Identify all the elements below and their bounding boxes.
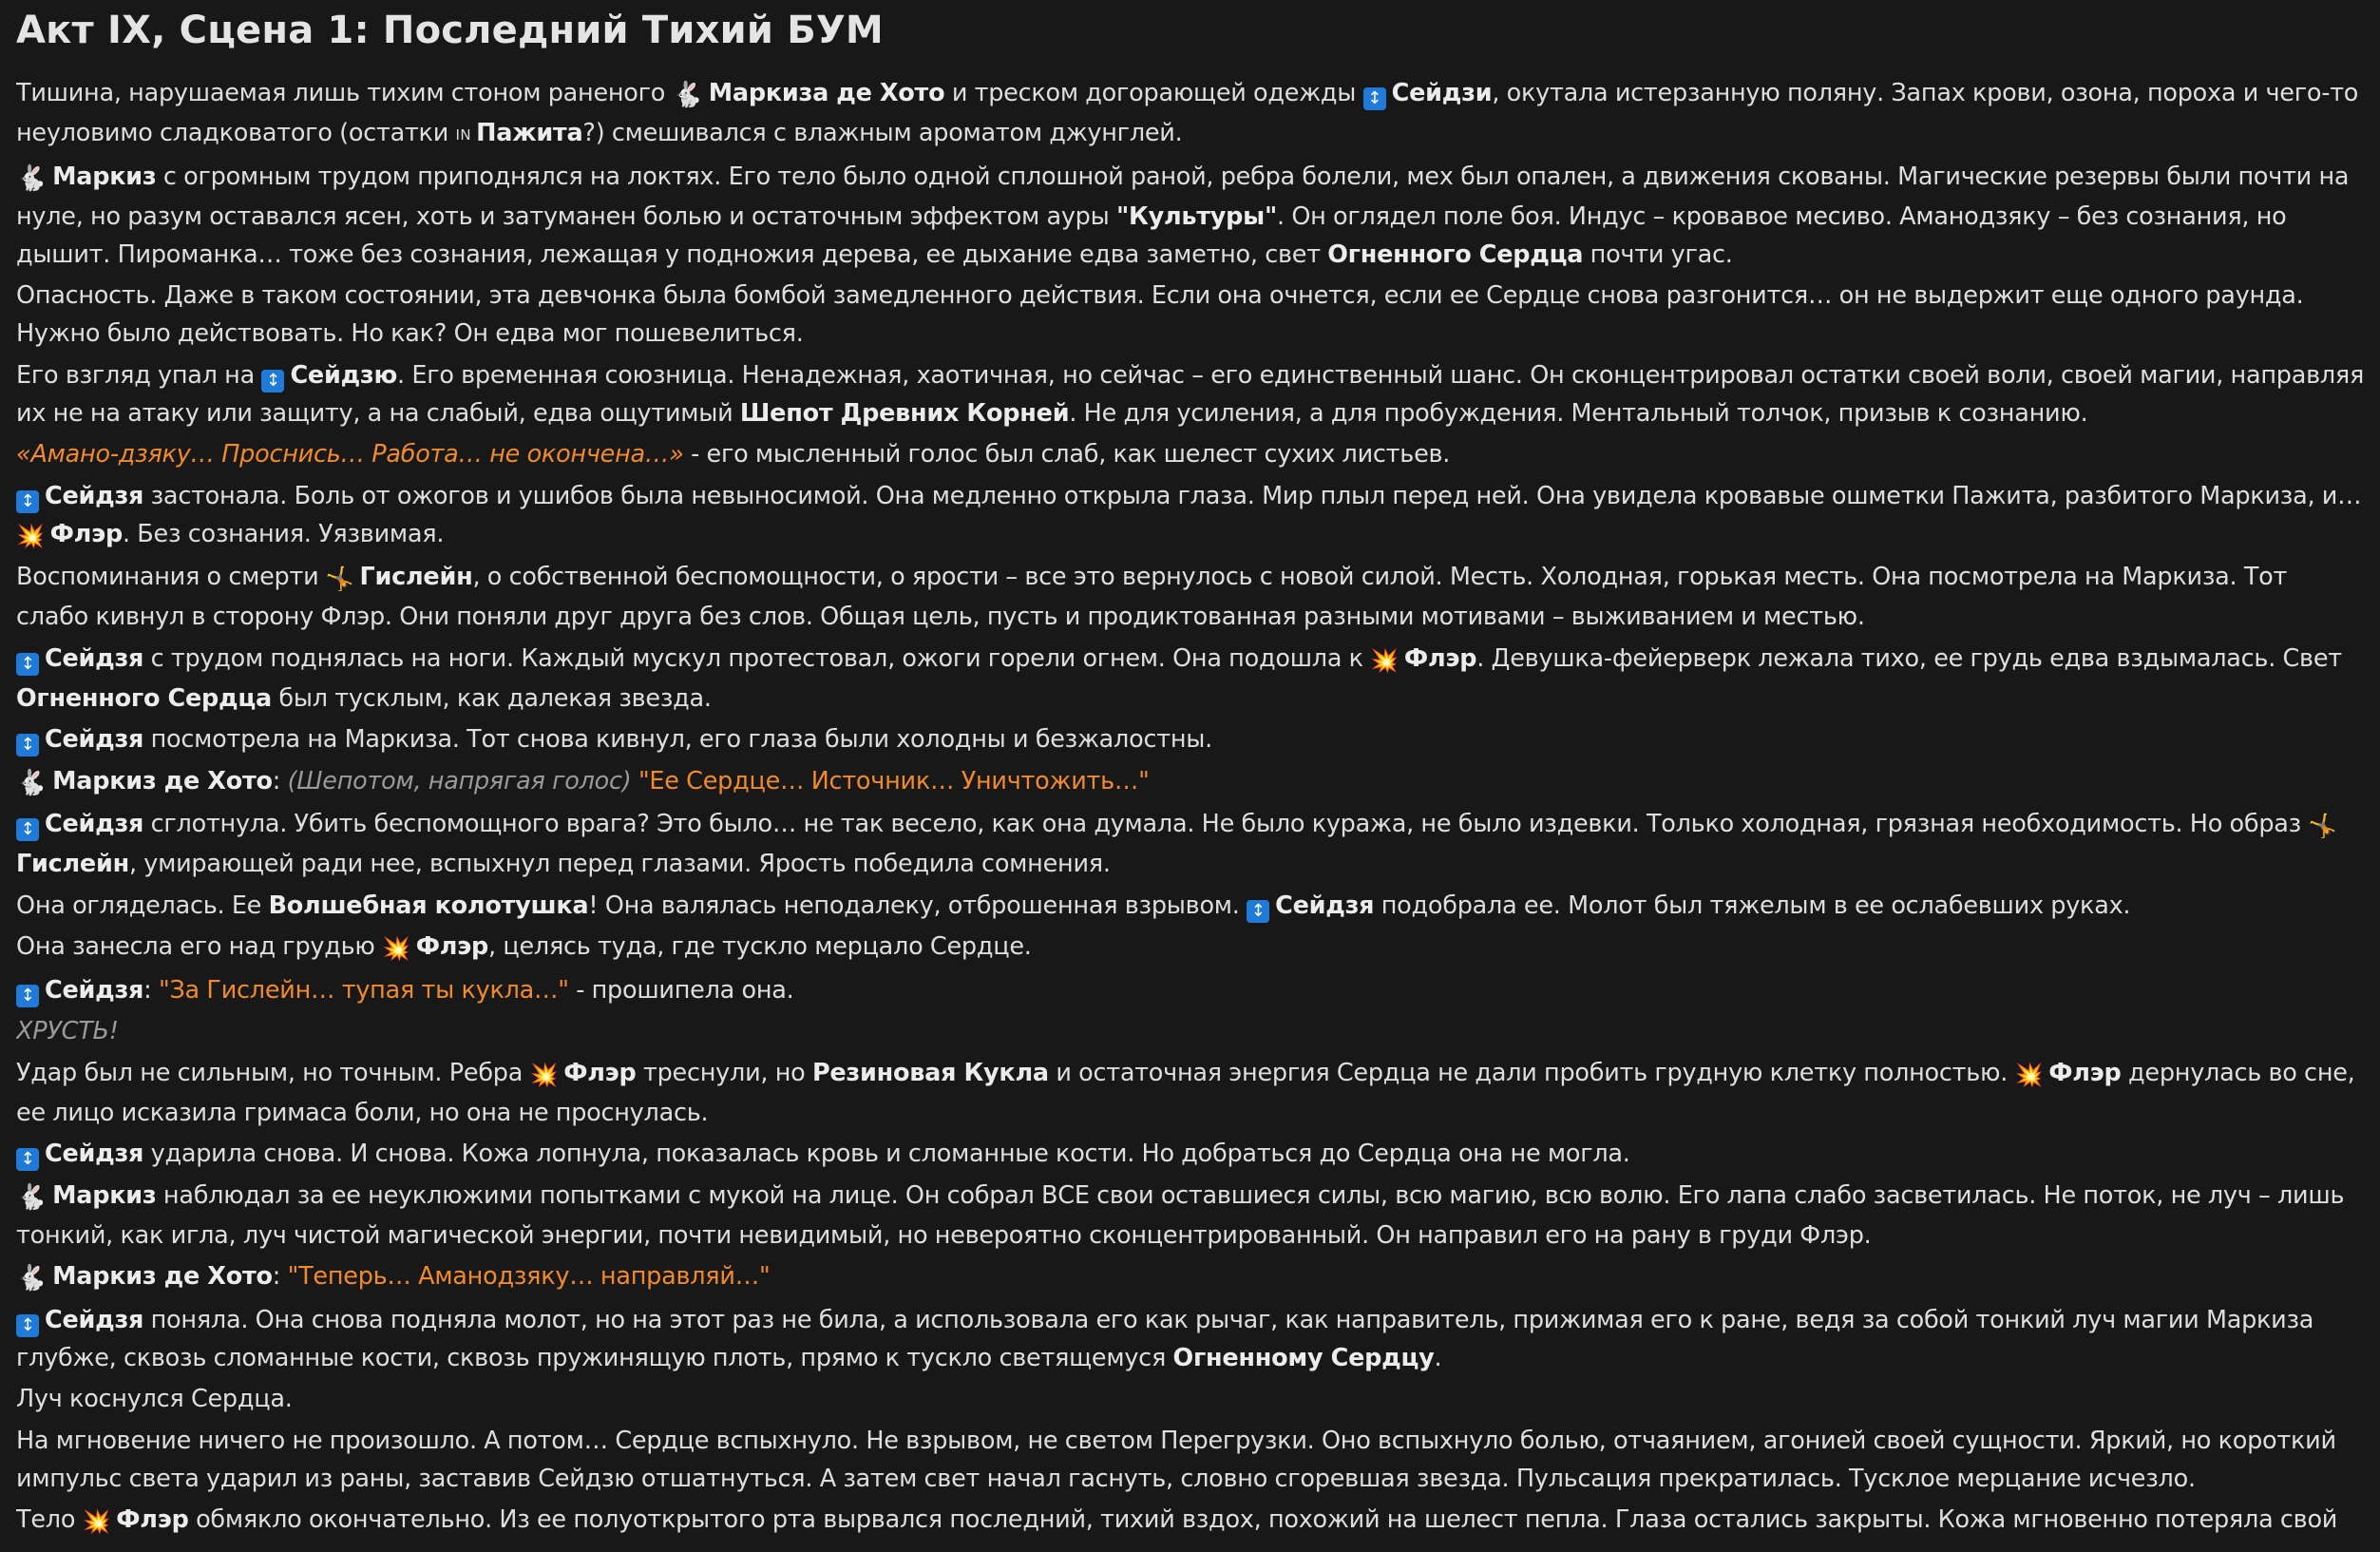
bold-term: Маркиз: [52, 1180, 157, 1210]
paragraph: [16, 1177, 2365, 1255]
text-run: Воспоминания о смерти: [16, 563, 326, 591]
bold-term: Огненного Сердца: [16, 683, 272, 713]
up-down-arrow-icon: ↕: [1247, 900, 1269, 923]
text-run: обмякло окончательно. Из ее полуоткрытого рта вырвался последний, тихий вздох, похожий на шелест пепла. Глаза остались закрыты. Кожа мгновенно потеряла свой: [188, 1505, 2338, 1534]
text-run: . Он оглядел поле боя. Индус – кровавое месиво. Аманодзяку – без сознания, но дышит. Пироманка… тоже без сознания, лежащая у подножия дерева, ее дыхание едва заметно, свет: [16, 201, 2287, 269]
paragraph: [16, 1501, 2365, 1541]
cartwheel-icon: 🤸: [325, 565, 354, 592]
text-run: [631, 767, 638, 795]
paragraph: [16, 435, 2365, 473]
rabbit-icon: 🐇: [16, 1182, 48, 1212]
text-run: и остаточная энергия Сердца не дали пробить грудную клетку полностью.: [1048, 1058, 2015, 1087]
text-run: - прошипела она.: [568, 975, 794, 1005]
bold-term: Флэр: [49, 519, 123, 548]
bold-term: Сейдзя: [45, 1305, 144, 1334]
paragraph: [16, 640, 2365, 718]
bold-term: Сейдзя: [1275, 891, 1375, 920]
text-run: . Без сознания. Уязвимая.: [122, 519, 445, 548]
quoted-speech: "За Гислейн… тупая ты кукла…": [158, 975, 569, 1005]
bold-term: Маркиз: [52, 162, 157, 191]
text-run: .: [1434, 1343, 1442, 1372]
text-run: и треском догорающей одежды: [944, 79, 1363, 107]
text-run: посмотрела на Маркиза. Тот снова кивнул, его глаза были холодны и безжалостны.: [143, 725, 1212, 754]
text-run: , о собственной беспомощности, о ярости – все это вернулось с новой силой. Месть. Холодная, горькая месть. Она посмотрела на Маркиза. Тот слабо кивнул в сторону Флэр. Они поняли друг друга без слов. Общая цель, пусть и продиктованная разными мотивами – выживанием и местью.: [16, 563, 2288, 631]
paragraph: [16, 887, 2365, 925]
paragraph: [16, 558, 2365, 636]
up-down-arrow-icon: ↕: [16, 1314, 39, 1337]
text-run: наблюдал за ее неуклюжими попытками с мукой на лице. Он собрал ВСЕ свои оставшиеся силы, всю магию, всю волю. Его лапа слабо засветилась. Не поток, не луч – лишь тонкий, как игла, луч чистой магической энергии, почти невидимый, но невероятно сконцентрированный. Он направил его на рану в груди Флэр.: [16, 1180, 2345, 1250]
text-run: . Его временная союзница. Ненадежная, хаотичная, но сейчас – его единственный шанс. Он сконцентрировал остатки своей воли, своей магии, направляя их не на атаку или защиту, а на слабый, едва ощутимый: [16, 360, 2365, 428]
paragraph: [16, 74, 2365, 154]
collision-icon: 💥: [1370, 646, 1399, 674]
paragraph: [16, 1257, 2365, 1297]
up-down-arrow-icon: ↕: [16, 734, 39, 757]
up-down-arrow-icon: ↕: [261, 370, 284, 393]
text-run: - его мысленный голос был слаб, как шелест сухих листьев.: [683, 440, 1451, 469]
paragraph: [16, 928, 2365, 968]
paragraph: [16, 277, 2365, 353]
bold-term: Сейдзя: [45, 810, 144, 838]
bold-term: Флэр: [1403, 643, 1477, 673]
bold-term: Маркиз де Хото: [52, 766, 273, 795]
collision-icon: 💥: [382, 935, 410, 962]
paragraph: [16, 1380, 2365, 1418]
bold-term: Сейдзя: [45, 725, 144, 754]
bold-term: Сейдзя: [45, 643, 144, 673]
bold-term: Пажита: [476, 119, 583, 147]
quoted-speech: "Ее Сердце… Источник… Уничтожить…": [638, 766, 1150, 795]
bold-term: Сейдзя: [45, 975, 144, 1005]
rabbit-icon: 🐇: [16, 1264, 48, 1293]
text-run: ?) смешивался с влажным ароматом джунглей.: [582, 119, 1183, 147]
bold-term: Флэр: [116, 1505, 189, 1534]
text-run: сглотнула. Убить беспомощного врага? Это было… не так весело, как она думала. Не было куража, не было издевки. Только холодная, грязная необходимость. Но образ: [143, 810, 2309, 838]
text-run: . Не для усиления, а для пробуждения. Ментальный толчок, призыв к сознанию.: [1069, 398, 2088, 428]
paragraph: [16, 805, 2365, 883]
rabbit-icon: 🐇: [16, 768, 48, 797]
text-run: с трудом поднялась на ноги. Каждый мускул протестовал, ожоги горели огнем. Она подошла к: [143, 643, 1371, 673]
bold-term: Сейдзю: [290, 360, 398, 390]
paragraph: [16, 1054, 2365, 1132]
up-down-arrow-icon: ↕: [16, 653, 39, 676]
paragraph: [16, 971, 2365, 1009]
bold-term: Флэр: [563, 1058, 637, 1087]
text-run: На мгновение ничего не произошло. А потом… Сердце вспыхнуло. Не взрывом, не светом Перегрузки. Оно вспыхнуло болью, отчаянием, агонией своей сущности. Яркий, но короткий импульс света ударил из раны, заставив Сейдзю отшатнуться. А затем свет начал гаснуть, словно сгоревшая звезда. Пульсация прекратилась. Тусклое мерцание исчезло.: [16, 1426, 2336, 1493]
collision-icon: 💥: [16, 522, 45, 549]
text-run: ударила снова. И снова. Кожа лопнула, показалась кровь и сломанные кости. Но добраться до Сердца она не могла.: [143, 1140, 1630, 1168]
bold-term: Гислейн: [359, 563, 473, 591]
thought-speech: «Амано-дзяку… Проснись… Работа… не окончена…»: [16, 440, 684, 469]
text-run: ! Она валялась неподалеку, отброшенная взрывом.: [588, 891, 1247, 920]
up-down-arrow-icon: ↕: [1363, 87, 1386, 110]
collision-icon: 💥: [2014, 1061, 2044, 1088]
text-run: Удар был не сильным, но точным. Ребра: [16, 1058, 530, 1087]
bold-term: Волшебная колотушка: [268, 891, 589, 920]
bold-term: Флэр: [415, 932, 489, 961]
paragraph: [16, 1012, 2365, 1050]
document: [16, 0, 2365, 1552]
text-run: был тусклым, как далекая звезда.: [271, 683, 712, 713]
text-run: Опасность. Даже в таком состоянии, эта девчонка была бомбой замедленного действия. Если она очнется, если ее Сердце снова разгонится… он не выдержит еще одного раунда. Нужно было действовать. Но как? Он едва мог пошевелиться.: [16, 281, 2304, 348]
paragraph: [16, 1301, 2365, 1377]
bold-term: Сейдзя: [45, 1140, 144, 1168]
paragraph: [16, 477, 2365, 555]
text-run: подобрала ее. Молот был тяжелым в ее ослабевших руках.: [1374, 891, 2131, 920]
text-run: почти угас.: [1583, 240, 1733, 269]
bold-term: Гислейн: [16, 850, 129, 878]
text-run: . Девушка-фейерверк лежала тихо, ее грудь едва вздымалась. Свет: [1476, 643, 2342, 673]
text-run: :: [272, 1262, 288, 1291]
document-body: [16, 74, 2365, 1541]
up-down-arrow-icon: ↕: [16, 985, 39, 1007]
paragraph: [16, 1135, 2365, 1173]
text-run: Луч коснулся Сердца.: [16, 1385, 293, 1413]
paragraph: [16, 1422, 2365, 1498]
text-run: Тело: [16, 1505, 83, 1534]
cartwheel-icon: 🤸: [2308, 813, 2337, 839]
text-run: поняла. Она снова подняла молот, но на этот раз не била, а использовала его как рычаг, как направитель, прижимая его к ране, ведя за собой тонкий луч магии Маркиза глубже, сквозь сломанные кости, сквозь пружинящую плоть, прямо к тускло светящемуся: [16, 1305, 2314, 1372]
paragraph: [16, 158, 2365, 274]
text-run: :: [272, 766, 288, 795]
input-latin-icon: IN: [455, 126, 472, 144]
bold-term: Сейдзя: [45, 481, 144, 510]
text-run: :: [143, 975, 159, 1005]
text-run: , целясь туда, где тускло мерцало Сердце.: [488, 932, 1032, 961]
bold-term: Шепот Древних Корней: [739, 398, 1070, 428]
text-run: дернулась во сне, ее лицо исказила гримаса боли, но она не проснулась.: [16, 1058, 2355, 1127]
text-run: , окутала истерзанную поляну. Запах крови, озона, пороха и чего-то неуловимо сладковатого (остатки: [16, 79, 2359, 147]
up-down-arrow-icon: ↕: [16, 1148, 39, 1171]
paragraph: [16, 720, 2365, 758]
bold-term: Огненного Сердца: [1327, 240, 1584, 269]
text-run: Тишина, нарушаемая лишь тихим стоном раненого: [16, 79, 673, 107]
bold-term: Маркиз де Хото: [52, 1262, 273, 1291]
collision-icon: 💥: [82, 1508, 111, 1535]
bold-term: Сейдзи: [1391, 79, 1493, 107]
text-run: Она занесла его над грудью: [16, 932, 383, 961]
text-run: с огромным трудом приподнялся на локтях. Его тело было одной сплошной раной, ребра болели, мех был опален, а движения скованы. Магические резервы были почти на нуле, но разум оставался ясен, хоть и затуманен болью и остаточным эффектом ауры: [16, 162, 2350, 231]
bold-term: Маркиза де Хото: [708, 79, 945, 107]
bold-term: Флэр: [2048, 1058, 2122, 1087]
paragraph: [16, 762, 2365, 802]
bold-term: Огненному Сердцу: [1172, 1343, 1435, 1372]
quoted-speech: "Теперь… Аманодзяку… направляй…": [287, 1262, 771, 1291]
rabbit-icon: 🐇: [16, 163, 48, 193]
collision-icon: 💥: [529, 1061, 559, 1088]
paragraph: [16, 356, 2365, 432]
text-run: Его взгляд упал на: [16, 360, 262, 390]
up-down-arrow-icon: ↕: [16, 490, 39, 513]
stage-note: (Шепотом, напрягая голос): [287, 766, 632, 795]
bold-term: Резиновая Кукла: [811, 1058, 1049, 1087]
stage-note: ХРУСТЬ!: [16, 1017, 119, 1045]
page-title: Акт IX, Сцена 1: Последний Тихий БУМ: [16, 9, 884, 52]
text-run: треснули, но: [636, 1058, 812, 1087]
up-down-arrow-icon: ↕: [16, 818, 39, 841]
text-run: , умирающей ради нее, вспыхнул перед глазами. Ярость победила сомнения.: [128, 850, 1111, 878]
text-run: застонала. Боль от ожогов и ушибов была невыносимой. Она медленно открыла глаза. Мир плыл перед ней. Она увидела кровавые ошметки Пажита, разбитого Маркиза, и…: [143, 481, 2362, 510]
highlighted-term: "Культуры": [1115, 201, 1278, 231]
text-run: Она огляделась. Ее: [16, 891, 269, 920]
rabbit-icon: 🐇: [672, 81, 703, 109]
